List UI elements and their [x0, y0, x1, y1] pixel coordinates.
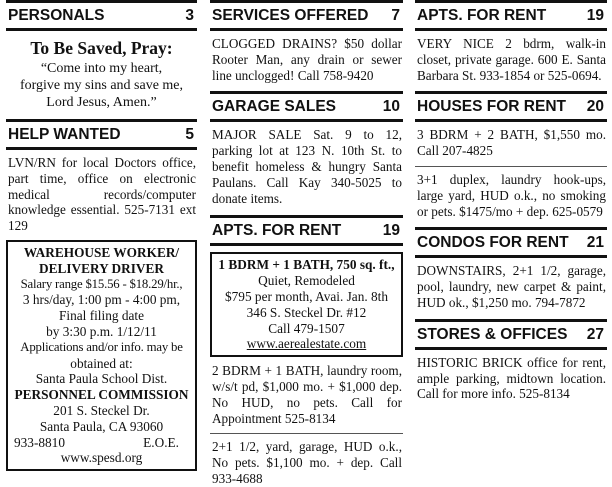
section-header-apts-for-rent	[210, 215, 403, 246]
section-number: 27	[586, 325, 604, 343]
section-title: HELP WANTED	[8, 126, 121, 143]
section-title: CONDOS FOR RENT	[417, 234, 569, 252]
section-title: APTS. FOR RENT	[212, 222, 342, 240]
section-title: SERVICES OFFERED	[212, 7, 369, 24]
ad-line: 346 S. Steckel Dr. #12	[246, 304, 367, 320]
section-number: 5	[185, 126, 194, 143]
ad-very-nice: VERY NICE 2 bdrm, walk-in closet, private garage. 600 E. Santa Barbara St. 933-1854 or 525-0694.	[417, 36, 606, 83]
column-3	[415, 0, 607, 402]
ad-website: www.spesd.org	[60, 450, 143, 466]
ad-eoe: E.O.E.	[143, 434, 179, 450]
ad-duplex: 3+1 duplex, laundry hook-ups, large yard, HUD o.k., no smoking or pets. $1475/mo + dep. 625-0579	[417, 171, 606, 219]
ad-divider	[210, 433, 403, 434]
ad-major-sale: MAJOR SALE Sat. 9 to 12, parking lot at 123 N. 10th St. to benefit homeless & hungry Santa Paulans. Call Kay 340-5025 to donate items.	[212, 127, 402, 206]
ad-line: $795 per month, Avai. Jan. 8th	[225, 288, 388, 304]
section-title: PERSONALS	[8, 7, 105, 24]
section-number: 3	[185, 7, 194, 24]
ad-3bdrm: 3 BDRM + 2 BATH, $1,550 mo. Call 207-4825	[417, 127, 606, 159]
section-header-houses-for-rent	[415, 91, 607, 122]
ad-website: www.aerealestate.com	[246, 336, 367, 352]
prayer-line: Lord Jesus, Amen.”	[46, 95, 157, 110]
section-title: GARAGE SALES	[212, 98, 337, 116]
ad-1bdrm-box	[210, 252, 403, 357]
column-1	[6, 0, 197, 471]
section-header-personals	[6, 0, 197, 31]
ad-line: Santa Paula, CA 93060	[39, 418, 164, 434]
ad-divider	[415, 166, 607, 167]
ad-clogged-drains: CLOGGED DRAINS? $50 dollar Rooter Man, any drain or sewer line unclogged! Call 758-9420	[212, 36, 402, 83]
ad-warehouse-box	[6, 240, 197, 471]
ad-line: Final filing date	[59, 308, 144, 324]
ad-lvn-rn: LVN/RN for local Doctors office, part time, office on electronic medical records/computer knowledge essential. 525-7131 ext 129	[8, 155, 196, 234]
ad-historic-brick: HISTORIC BRICK office for rent, ample parking, midtown location. Call for more info. 525-8134	[417, 354, 606, 402]
section-number: 10	[382, 98, 400, 116]
prayer-line: “Come into my heart,	[40, 61, 163, 76]
ad-line: PERSONNEL COMMISSION	[14, 387, 189, 403]
section-number: 19	[586, 7, 604, 24]
section-header-help-wanted	[6, 119, 197, 150]
ad-downstairs: DOWNSTAIRS, 2+1 1/2, garage, pool, laundry, new carpet & paint, HUD ok., $1,250 mo. 794-7872	[417, 263, 606, 310]
section-number: 21	[586, 234, 604, 252]
section-title: APTS. FOR RENT	[417, 7, 547, 24]
section-header-services-offered	[210, 0, 403, 31]
ad-2plus1: 2+1 1/2, yard, garage, HUD o.k., No pets. $1,100 mo. + dep. Call 933-4688	[212, 439, 402, 486]
ad-line: Applications and/or info. may be	[20, 339, 183, 354]
section-number: 19	[382, 222, 400, 240]
ad-line: Call 479-1507	[268, 320, 345, 336]
ad-line: 201 S. Steckel Dr.	[53, 402, 150, 418]
column-2	[210, 0, 403, 487]
ad-line: 1 BDRM + 1 BATH, 750 sq. ft.,	[218, 257, 395, 273]
section-header-condos-for-rent	[415, 227, 607, 258]
section-number: 20	[586, 98, 604, 116]
ad-line: Santa Paula School Dist.	[35, 371, 168, 387]
ad-line: Salary range $15.56 - $18.29/hr.,	[20, 276, 183, 291]
ad-line: 3 hrs/day, 1:00 pm - 4:00 pm,	[22, 292, 181, 308]
prayer-title: To Be Saved, Pray:	[30, 38, 173, 58]
section-header-garage-sales	[210, 91, 403, 122]
ad-2bdrm: 2 BDRM + 1 BATH, laundry room, w/s/t pd, $1,000 mo. + $1,000 dep. No HUD, no pets. Call for Appointment 525-8134	[212, 363, 402, 426]
prayer-line: forgive my sins and save me,	[19, 78, 184, 93]
section-number: 7	[391, 7, 400, 24]
ad-line: DELIVERY DRIVER	[38, 260, 164, 276]
ad-phone: 933-8810	[14, 434, 65, 450]
ad-line: obtained at:	[70, 355, 133, 371]
ad-line: WAREHOUSE WORKER/	[23, 244, 180, 260]
prayer-text	[6, 60, 197, 111]
section-header-apts-for-rent	[415, 0, 607, 31]
section-title: STORES & OFFICES	[417, 325, 568, 343]
section-header-stores-offices	[415, 319, 607, 350]
section-title: HOUSES FOR RENT	[417, 98, 566, 116]
ad-phone-row	[10, 435, 193, 451]
ad-line: by 3:30 p.m. 1/12/11	[46, 323, 157, 339]
ad-line: Quiet, Remodeled	[258, 273, 355, 289]
